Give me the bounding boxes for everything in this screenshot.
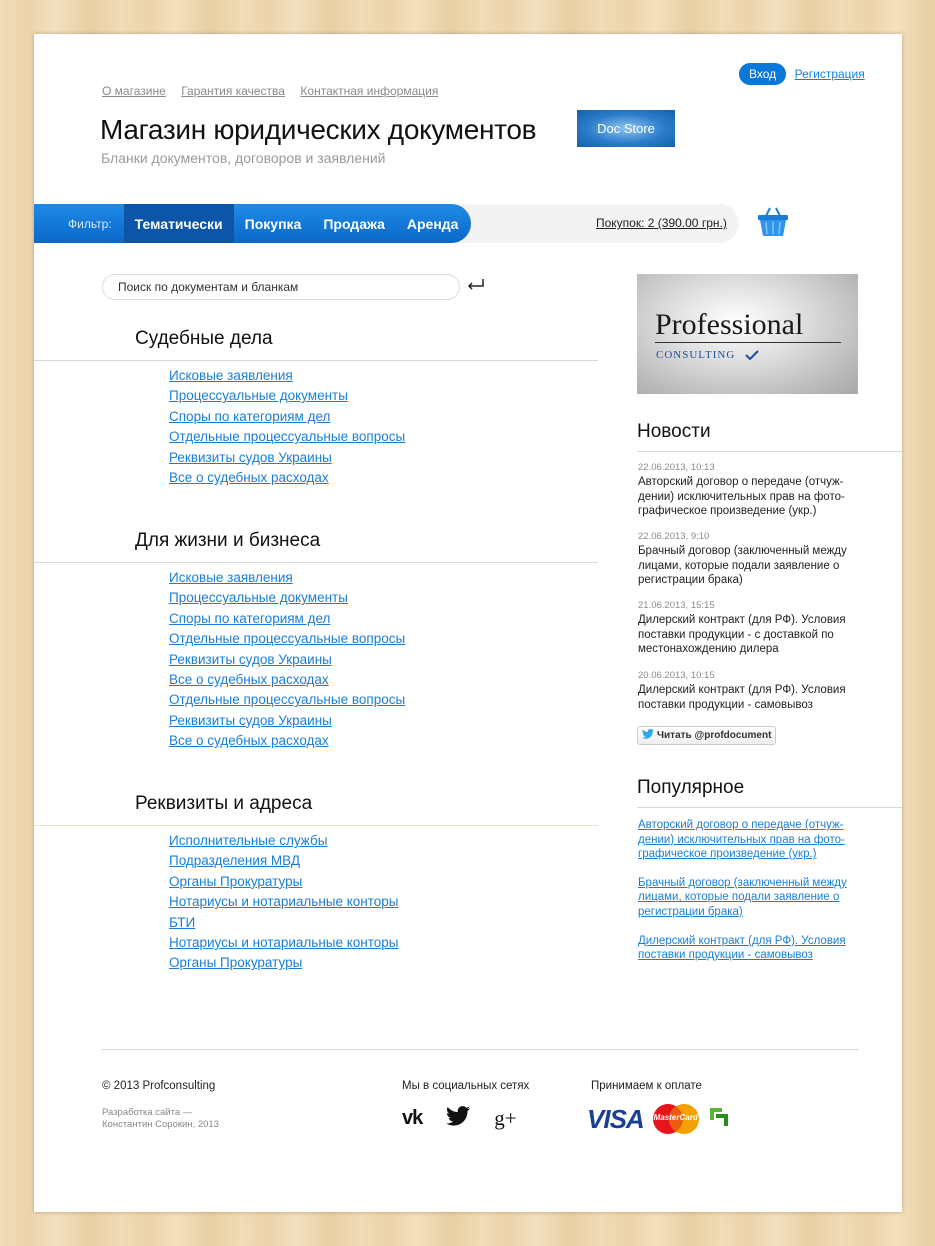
top-link-guarantee[interactable]: Гарантия качества	[181, 84, 285, 98]
doc-link[interactable]: Споры по категориям дел	[169, 610, 331, 626]
checkmark-icon	[745, 347, 759, 365]
popular-link-line: дении) исключительных прав на фото-	[638, 833, 845, 846]
news-heading: Новости	[637, 421, 711, 442]
auth-area	[739, 63, 865, 85]
news-text-line: дении) исключительных прав на фото-	[638, 490, 845, 503]
page-subtitle: Бланки документов, договоров и заявлений	[101, 150, 386, 166]
google-plus-icon[interactable]: g+	[494, 1106, 517, 1130]
footer-developer-line: Константин Сорокин, 2013	[102, 1119, 219, 1130]
news-item[interactable]	[638, 600, 878, 657]
popular-link-line: регистрации брака)	[638, 905, 743, 918]
doc-link[interactable]: Отдельные процессуальные вопросы	[169, 429, 406, 445]
popular-heading: Популярное	[637, 777, 745, 798]
payment-icons	[587, 1103, 730, 1135]
news-text-line: поставки продукции - самовывоз	[638, 698, 813, 711]
search-input[interactable]: Поиск по документам и бланкам	[102, 274, 460, 300]
doc-link[interactable]: Органы Прокуратуры	[169, 955, 303, 971]
login-button[interactable]: Вход	[739, 63, 786, 85]
doc-link[interactable]: Исковые заявления	[169, 368, 293, 383]
professional-consulting-banner[interactable]	[637, 274, 858, 394]
news-text-line: Брачный договор (заключенный между	[638, 545, 847, 557]
news-item[interactable]	[638, 462, 878, 519]
banner-subtitle: CONSULTING	[656, 349, 736, 361]
visa-icon: VISA	[587, 1103, 644, 1134]
doc-link[interactable]: Процессуальные документы	[169, 590, 348, 606]
nav-item-rent[interactable]: Аренда	[406, 215, 459, 232]
doc-link[interactable]: Органы Прокуратуры	[169, 873, 303, 889]
popular-link-line: лицами, которые подали заявление о	[638, 891, 840, 904]
nav-item-thematic[interactable]: Тематически	[124, 204, 234, 243]
vk-icon[interactable]: vk	[402, 1107, 423, 1129]
popular-link-line: Авторский договор о передаче (отчуж-	[638, 819, 844, 831]
doc-link[interactable]: Отдельные процессуальные вопросы	[169, 631, 406, 647]
doc-link[interactable]: Все о судебных расходах	[169, 733, 329, 749]
section-divider	[34, 562, 598, 563]
privat-icon	[708, 1106, 730, 1133]
cart-summary-link[interactable]: Покупок: 2 (390.00 грн.)	[596, 216, 727, 230]
news-item[interactable]	[638, 670, 878, 712]
section-divider	[34, 825, 598, 826]
news-text-line: местонахождению дилера	[638, 643, 779, 656]
news-text-line: графическое произведение (укр.)	[638, 505, 817, 518]
news-item[interactable]	[638, 531, 878, 588]
news-text-line: поставки продукции - с доставкой по	[638, 628, 834, 641]
popular-link[interactable]	[638, 818, 878, 862]
page-title: Магазин юридических документов	[100, 114, 537, 145]
popular-link-line: Брачный договор (заключенный между	[638, 876, 847, 889]
popular-link[interactable]	[638, 876, 878, 920]
doc-link[interactable]: Отдельные процессуальные вопросы	[169, 692, 406, 708]
nav-filter-label: Фильтр:	[68, 216, 112, 231]
twitter-follow-label: Читать @profdocument	[657, 730, 772, 741]
main-nav	[34, 204, 471, 243]
docstore-logo[interactable]: Doc Store	[577, 110, 675, 147]
popular-divider	[637, 807, 902, 808]
footer-copyright: © 2013 Profconsulting	[102, 1080, 216, 1092]
banner-divider	[655, 342, 841, 343]
doc-link[interactable]: Подразделения МВД	[169, 853, 301, 869]
nav-item-sale[interactable]: Продажа	[323, 215, 385, 232]
section-title-life: Для жизни и бизнеса	[135, 530, 321, 551]
news-text-line: регистрации брака)	[638, 574, 743, 587]
top-link-contacts[interactable]: Контактная информация	[300, 84, 439, 98]
enter-icon[interactable]	[466, 278, 486, 297]
doc-link[interactable]: Все о судебных расходах	[169, 470, 329, 486]
doc-link[interactable]: Реквизиты судов Украины	[169, 651, 332, 667]
doc-link[interactable]: Нотариусы и нотариальные конторы	[169, 894, 399, 910]
banner-title: Professional	[655, 308, 804, 341]
section-divider	[34, 360, 598, 361]
popular-link-line: Дилерский контракт (для РФ). Условия	[638, 934, 846, 947]
doc-link[interactable]: БТИ	[169, 914, 196, 930]
social-label: Мы в социальных сетях	[402, 1080, 530, 1092]
news-divider	[637, 451, 902, 452]
doc-link[interactable]: Все о судебных расходах	[169, 672, 329, 688]
nav-item-purchase[interactable]: Покупка	[244, 215, 302, 232]
payment-label: Принимаем к оплате	[591, 1080, 702, 1092]
news-text-line: Дилерский контракт (для РФ). Условия	[638, 684, 846, 696]
twitter-icon[interactable]	[446, 1106, 470, 1131]
popular-link[interactable]	[638, 934, 878, 963]
news-date: 22.06.2013, 10:13	[638, 462, 715, 473]
popular-link-line: поставки продукции - самовывоз	[638, 949, 813, 962]
twitter-bird-icon	[642, 729, 654, 742]
mastercard-icon	[652, 1103, 700, 1135]
twitter-follow-button[interactable]	[637, 726, 776, 745]
doc-link[interactable]: Реквизиты судов Украины	[169, 712, 332, 728]
popular-link-line: графическое произведение (укр.)	[638, 848, 817, 861]
section-links-life	[169, 568, 405, 752]
footer-developer-line: Разработка сайта —	[102, 1107, 193, 1118]
doc-link[interactable]: Исковые заявления	[169, 570, 293, 585]
mastercard-label: MasterCard	[653, 1113, 698, 1122]
doc-link[interactable]: Нотариусы и нотариальные конторы	[169, 935, 399, 951]
doc-link[interactable]: Споры по категориям дел	[169, 408, 331, 424]
news-date: 21.06.2013, 15:15	[638, 600, 715, 611]
top-link-about[interactable]: О магазине	[102, 84, 166, 98]
news-text-line: лицами, которые подали заявление о	[638, 559, 840, 572]
section-links-court	[169, 366, 405, 488]
news-text-line: Авторский договор о передаче (отчуж-	[638, 476, 844, 488]
news-date: 22.06.2013, 9:10	[638, 531, 710, 542]
popular-list	[638, 818, 878, 977]
news-text-line: Дилерский контракт (для РФ). Условия	[638, 614, 846, 626]
social-icons	[402, 1106, 517, 1131]
section-links-requisites	[169, 831, 399, 974]
section-title-court: Судебные дела	[135, 328, 273, 349]
news-date: 20.06.2013, 10:15	[638, 670, 715, 681]
page-sheet	[34, 34, 902, 1212]
register-link[interactable]: Регистрация	[794, 67, 865, 81]
top-links	[102, 82, 449, 100]
footer-developer	[102, 1107, 219, 1131]
doc-link[interactable]: Реквизиты судов Украины	[169, 449, 332, 465]
doc-link[interactable]: Исполнительные службы	[169, 833, 328, 848]
cart-icon[interactable]	[756, 206, 790, 238]
section-title-requisites: Реквизиты и адреса	[135, 793, 313, 814]
doc-link[interactable]: Процессуальные документы	[169, 388, 348, 404]
footer-divider	[102, 1049, 859, 1050]
